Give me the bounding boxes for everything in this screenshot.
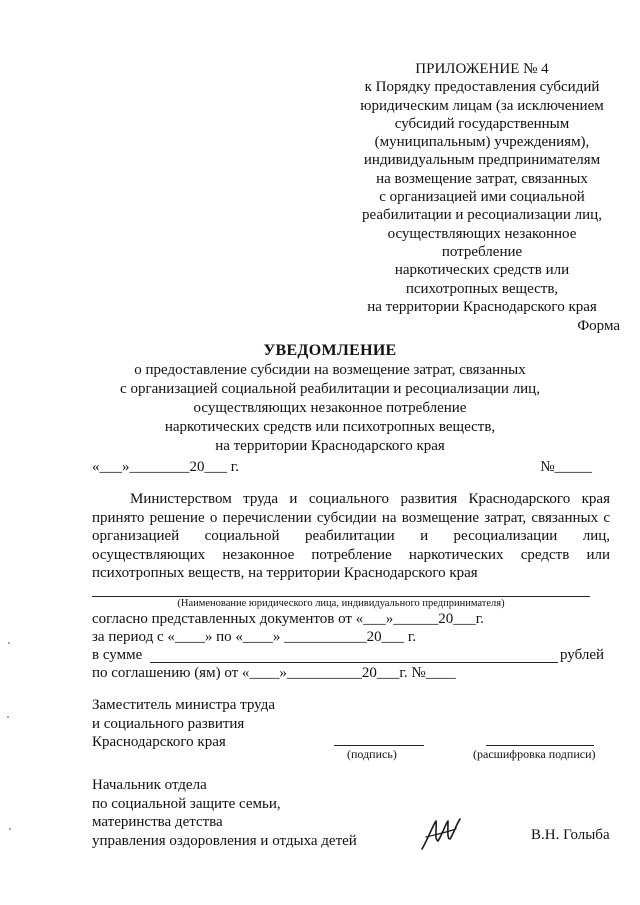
department-head-title: [92, 776, 357, 850]
appendix-line: юридическим лицам (за исключением: [360, 97, 604, 114]
scan-speck: [8, 642, 10, 644]
date-field: «___»________20___ г.: [92, 459, 239, 475]
notice-subtitle-line: на территории Краснодарского края: [215, 438, 445, 454]
scan-speck: [7, 716, 9, 718]
paragraph-line: психотропных веществ, на территории Краснодарского края: [92, 565, 478, 582]
signature-decode-line: [486, 745, 594, 746]
agreement-field: по соглашению (ям) от «____»__________20___г. №____: [92, 665, 456, 681]
head-title-line: материнства детства: [92, 814, 223, 831]
documents-date-field: согласно представленных документов от «___»______20___г.: [92, 611, 484, 627]
amount-label: в сумме: [92, 647, 143, 663]
appendix-title: ПРИЛОЖЕНИЕ № 4: [415, 61, 549, 77]
appendix-line: с организацией ими социальной: [379, 189, 585, 206]
notice-subtitle-line: осуществляющих незаконное потребление: [193, 400, 467, 416]
notice-subtitle-line: с организацией социальной реабилитации и ресоциализации лиц,: [120, 381, 540, 397]
department-head-name: В.Н. Голыба: [531, 827, 610, 843]
signature-decode-caption: (расшифровка подписи): [473, 747, 596, 761]
appendix-line: субсидий государственным: [394, 115, 570, 132]
notice-subtitle-line: о предоставление субсидии на возмещение затрат, связанных: [134, 362, 526, 378]
appendix-line: на возмещение затрат, связанных: [376, 170, 588, 187]
appendix-line: потребление: [441, 243, 523, 260]
appendix-line: на территории Краснодарского края: [367, 298, 597, 315]
deputy-title-line: Краснодарского края: [92, 734, 226, 751]
entity-name-caption: (Наименование юридического лица, индивидуального предпринимателя): [177, 598, 505, 609]
head-title-line: Начальник отдела: [92, 777, 207, 793]
deputy-title-line: Заместитель министра труда: [92, 697, 275, 713]
appendix-block: [340, 60, 624, 316]
form-label: Форма: [577, 318, 620, 334]
number-field: №_____: [540, 459, 592, 475]
head-title-line: по социальной защите семьи,: [92, 795, 281, 812]
decision-paragraph: [92, 490, 610, 583]
appendix-line: индивидуальным предпринимателям: [363, 152, 601, 169]
appendix-line: осуществляющих незаконное: [387, 225, 577, 242]
appendix-line: психотропных веществ,: [405, 280, 559, 297]
paragraph-line: принято решение о перечислении субсидии на возмещение затрат, связанных с: [92, 509, 610, 526]
paragraph-line: Министерством труда и социального развития Краснодарского края: [130, 491, 610, 507]
notice-title-block: [60, 340, 600, 456]
appendix-line: реабилитации и ресоциализации лиц,: [362, 207, 602, 224]
notice-heading: УВЕДОМЛЕНИЕ: [263, 342, 397, 359]
handwritten-signature: [418, 815, 464, 855]
deputy-title-line: и социального развития: [92, 715, 245, 732]
paragraph-line: организацией социальной реабилитации и ресоциализации лиц,: [92, 528, 610, 545]
appendix-line: к Порядку предоставления субсидий: [364, 79, 600, 96]
head-title-line: управления оздоровления и отдыха детей: [92, 832, 357, 849]
period-field: за период с «____» по «____» ___________20___ г.: [92, 629, 417, 645]
signature-line: [334, 745, 424, 746]
notice-subtitle-line: наркотических средств или психотропных веществ,: [164, 419, 496, 435]
paragraph-line: осуществляющих незаконное потребление наркотических средств или: [92, 546, 610, 563]
deputy-minister-title: [92, 696, 275, 752]
scan-speck: [9, 828, 11, 830]
amount-line: [150, 662, 558, 663]
appendix-line: (муниципальным) учреждениям),: [374, 134, 590, 151]
signature-caption: (подпись): [347, 747, 397, 761]
amount-currency: рублей: [560, 647, 605, 663]
entity-name-line: [92, 596, 590, 597]
appendix-line: наркотических средств или: [394, 262, 570, 279]
